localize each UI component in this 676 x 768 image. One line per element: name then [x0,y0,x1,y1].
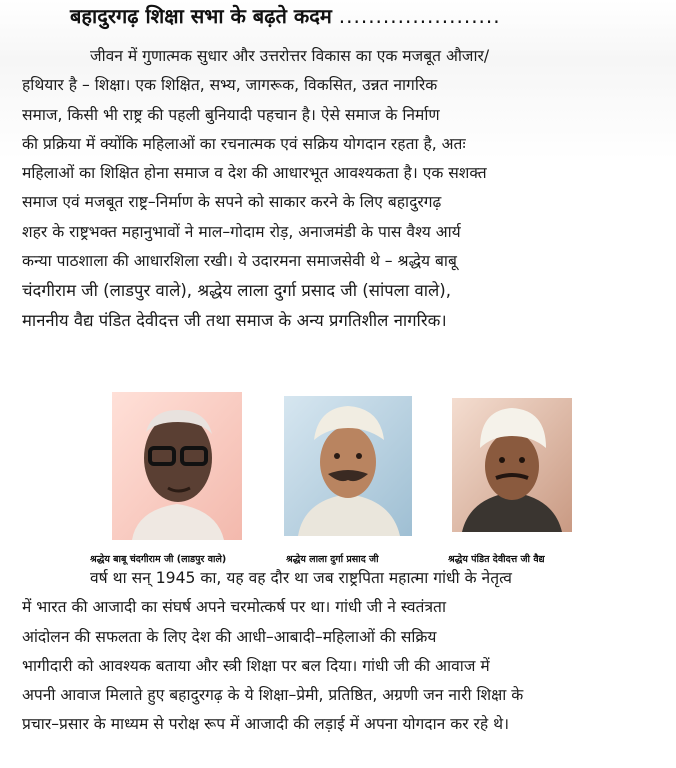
paragraph-line: हथियार है – शिक्षा। एक शिक्षित, सभ्य, जागरूक, विकसित, उन्नत नागरिक [22,76,438,95]
paragraph-line: अपनी आवाज मिलाते हुए बहादुरगढ़ के ये शिक्षा–प्रेमी, प्रतिष्ठित, अग्रणी जन नारी शिक्षा के [22,686,524,705]
paragraph-history [22,564,656,740]
portrait-caption-3: श्रद्धेय पंडित देवीदत्त जी वैद्य [448,554,545,565]
paragraph-line: में भारत की आजादी का संघर्ष अपने चरमोत्कर्ष पर था। गांधी जी ने स्वतंत्रता [22,598,446,617]
portrait-photo-2 [284,396,412,536]
paragraph-line: भागीदारी को आवश्यक बताया और स्त्री शिक्षा पर बल दिया। गांधी जी की आवाज में [22,656,490,675]
paragraph-line: चंदगीराम जी (लाडपुर वाले), श्रद्धेय लाला दुर्गा प्रसाद जी (सांपला वाले), [22,281,452,301]
paragraph-line: की प्रक्रिया में क्योंकि महिलाओं का रचनात्मक एवं सक्रिय योगदान रहता है, अतः [22,134,466,153]
paragraph-line: वर्ष था सन् 1945 का, यह वह दौर था जब राष्ट्रपिता महात्मा गांधी के नेतृत्व [90,569,512,587]
portrait-caption-1: श्रद्धेय बाबू चंदगीराम जी (लाडपुर वाले) [90,554,227,565]
paragraph-line: आंदोलन की सफलता के लिए देश की आधी–आबादी–महिलाओं की सक्रिय [22,627,437,646]
portrait-photo-3 [452,398,572,532]
portrait-photo-1 [112,392,242,540]
paragraph-line: समाज एवं मजबूत राष्ट्र–निर्माण के सपने को साकार करने के लिए बहादुरगढ़ [22,193,442,212]
title-text: बहादुरगढ़ शिक्षा सभा के बढ़ते कदम [70,4,332,28]
paragraph-line: कन्या पाठशाला की आधारशिला रखी। ये उदारमना समाजसेवी थे – श्रद्धेय बाबू [22,252,457,271]
page-title [70,2,630,29]
paragraph-line: समाज, किसी भी राष्ट्र की पहली बुनियादी पहचान है। ऐसे समाज के निर्माण [22,105,440,124]
title-dots: ...................... [338,4,501,28]
paragraph-line: माननीय वैद्य पंडित देवीदत्त जी तथा समाज के अन्य प्रगतिशील नागरिक। [22,310,447,330]
portrait-caption-2: श्रद्धेय लाला दुर्गा प्रसाद जी [286,554,379,565]
paragraph-line: महिलाओं का शिक्षित होना समाज व देश की आधारभूत आवश्यकता है। एक सशक्त [22,164,487,183]
paragraph-line: प्रचार–प्रसार के माध्यम से परोक्ष रूप में आजादी की लड़ाई में अपना योगदान कर रहे थे। [22,715,510,734]
portrait-row [0,392,676,565]
paragraph-intro [22,42,656,335]
paragraph-line: जीवन में गुणात्मक सुधार और उत्तरोत्तर विकास का एक मजबूत औजार/ [90,47,490,65]
paragraph-line: शहर के राष्ट्रभक्त महानुभावों ने माल–गोदाम रोड़, अनाजमंडी के पास वैश्य आर्य [22,222,461,241]
